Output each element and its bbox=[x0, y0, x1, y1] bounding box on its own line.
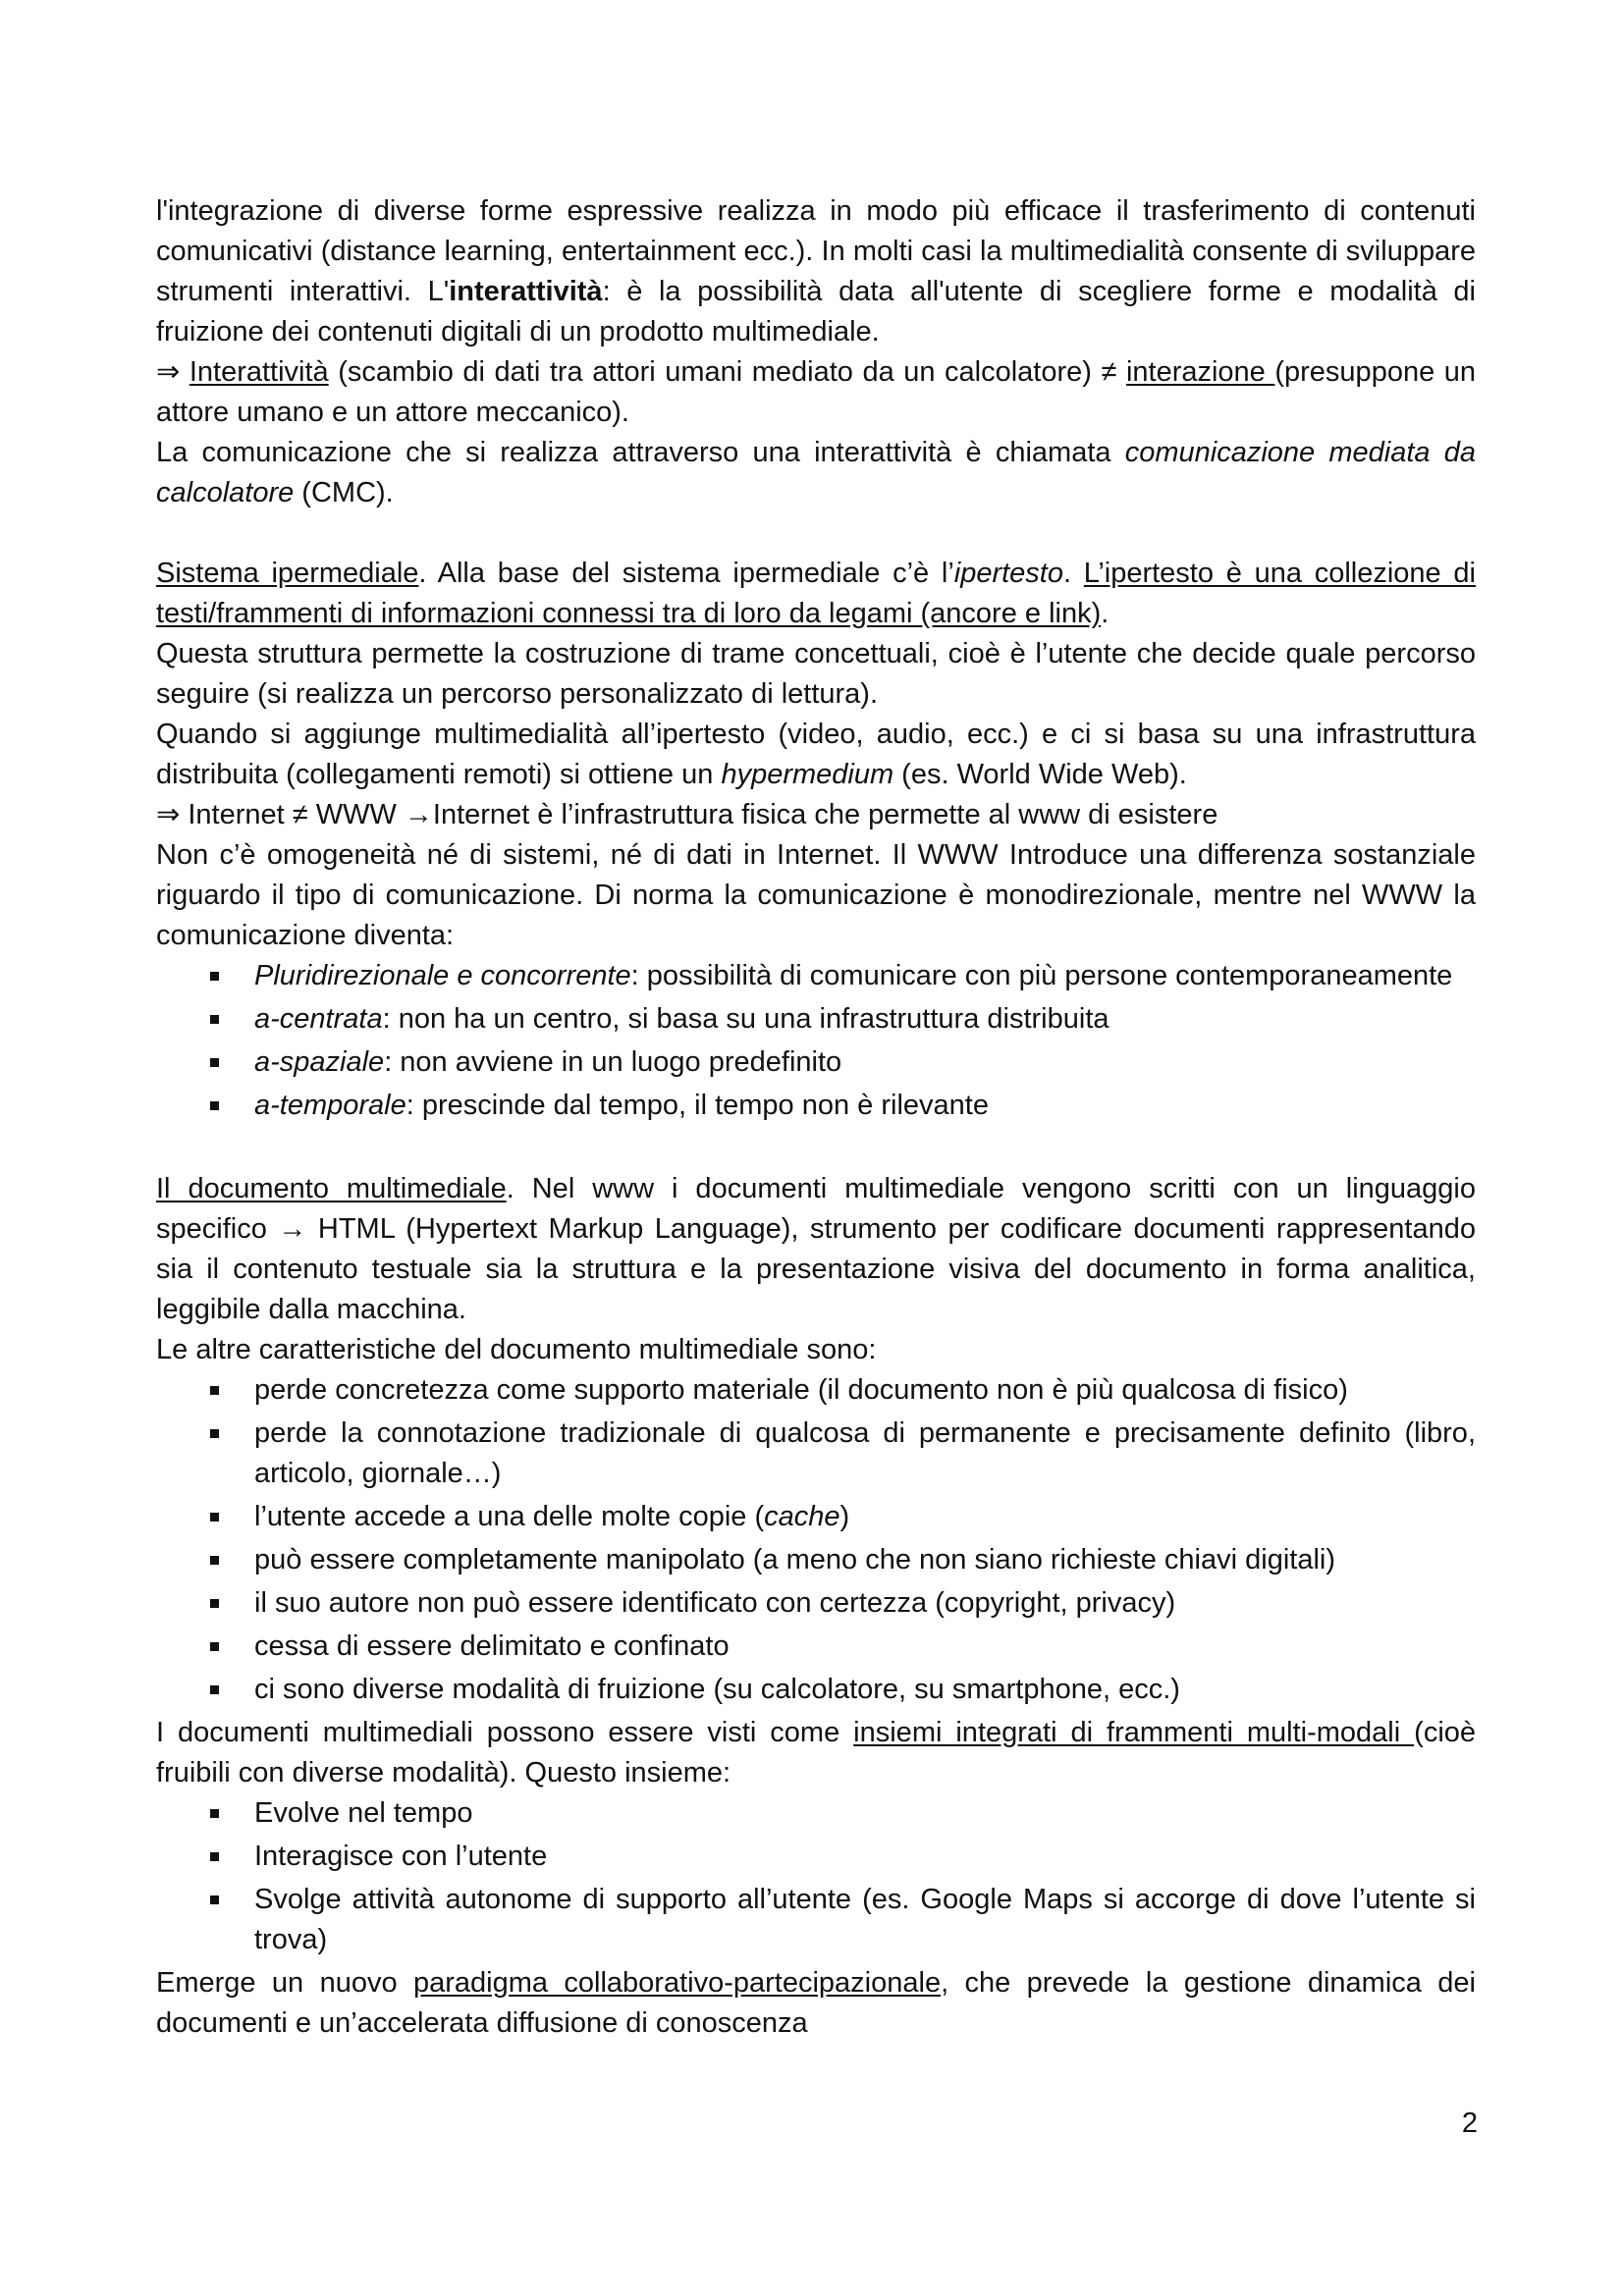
underlined-term: Interattività bbox=[189, 356, 329, 388]
text-run: : non ha un centro, si basa su una infrastruttura distribuita bbox=[382, 1003, 1109, 1035]
implies-arrow-icon: ⇒ bbox=[156, 799, 189, 830]
list-item: ci sono diverse modalità di fruizione (su calcolatore, su smartphone, ecc.) bbox=[254, 1670, 1476, 1710]
list-item: Svolge attività autonome di supporto all’utente (es. Google Maps si accorge di dove l’utente si trova) bbox=[254, 1880, 1476, 1960]
right-arrow-icon: → bbox=[278, 1213, 307, 1245]
text-run: Quando si aggiunge multimedialità all’ipertesto (video, audio, ecc.) e ci si basa su una infrastruttura distribuita (collegamenti remoti) si ottiene un bbox=[156, 719, 1476, 790]
paragraph-interattivita-intro bbox=[156, 191, 1476, 352]
italic-term: ipertesto bbox=[953, 558, 1063, 589]
implies-arrow-icon: ⇒ bbox=[156, 356, 189, 388]
bullet-list-insieme bbox=[156, 1793, 1476, 1960]
italic-term: Pluridirezionale e concorrente bbox=[254, 960, 631, 991]
text-run: : possibilità di comunicare con più persone contemporaneamente bbox=[630, 960, 1453, 991]
underlined-definition: L’ipertesto è una collezione di testi/frammenti di informazioni connessi tra di loro da legami (ancore e link) bbox=[156, 558, 1476, 629]
text-run: (es. World Wide Web). bbox=[893, 759, 1187, 790]
text-run: , che prevede la gestione dinamica dei documenti e un’accelerata diffusione di conoscenza bbox=[156, 1967, 1476, 2039]
text-run: Internet è l’infrastruttura fisica che permette al www di esistere bbox=[432, 799, 1218, 830]
term-interattivita: interattività bbox=[449, 276, 603, 307]
list-item: perde la connotazione tradizionale di qualcosa di permanente e precisamente definito (libro, articolo, giornale…) bbox=[254, 1414, 1476, 1494]
italic-term: a-centrata bbox=[254, 1003, 383, 1035]
text-run: ) bbox=[839, 1501, 850, 1532]
underlined-term: insiemi integrati di frammenti multi-modali bbox=[853, 1717, 1415, 1748]
paragraph-gap bbox=[156, 1129, 1476, 1169]
text-run: : prescinde dal tempo, il tempo non è rilevante bbox=[406, 1090, 989, 1121]
paragraph-sistema-ipermediale bbox=[156, 554, 1476, 634]
text-run: (scambio di dati tra attori umani mediato da un calcolatore) ≠ bbox=[328, 356, 1126, 388]
list-item: Interagisce con l’utente bbox=[254, 1837, 1476, 1877]
text-run: : è la possibilità data all'utente di scegliere forme e modalità di fruizione dei contenuti digitali di un prodotto multimediale. bbox=[156, 276, 1476, 347]
paragraph-caratteristiche: Le altre caratteristiche del documento multimediale sono: bbox=[156, 1334, 877, 1365]
text-run: (presuppone un attore umano e un attore meccanico). bbox=[156, 356, 1476, 428]
page-number: 2 bbox=[1461, 2108, 1478, 2139]
text-run: . Alla base del sistema ipermediale c’è l’ bbox=[418, 558, 954, 589]
list-item bbox=[254, 956, 1476, 996]
section-heading: Il documento multimediale bbox=[156, 1173, 507, 1204]
italic-term: hypermedium bbox=[721, 759, 894, 790]
page-body bbox=[156, 191, 1476, 2044]
italic-term: a-temporale bbox=[254, 1090, 406, 1121]
paragraph-paradigma bbox=[156, 1963, 1476, 2044]
text-run: . bbox=[1101, 598, 1109, 629]
paragraph-documento-multimediale bbox=[156, 1169, 1476, 1330]
italic-term: a-spaziale bbox=[254, 1046, 385, 1078]
list-item bbox=[254, 1497, 1476, 1537]
list-item: perde concretezza come supporto materiale (il documento non è più qualcosa di fisico) bbox=[254, 1370, 1476, 1411]
text-run: l'integrazione di diverse forme espressive realizza in modo più efficace il trasferimento di contenuti comunicativi (distance learning, entertainment ecc.). In molti casi la multimedialità consente di sviluppare strumenti interattivi. L' bbox=[156, 195, 1476, 307]
text-run: La comunicazione che si realizza attraverso una interattività è chiamata bbox=[156, 437, 1125, 468]
text-run: I documenti multimediali possono essere visti come bbox=[156, 1717, 854, 1748]
list-item bbox=[254, 1086, 1476, 1126]
list-item bbox=[254, 1042, 1476, 1083]
paragraph-cmc bbox=[156, 433, 1476, 513]
paragraph-hypermedium bbox=[156, 715, 1476, 795]
text-run: (cioè fruibili con diverse modalità). Questo insieme: bbox=[156, 1717, 1477, 1789]
paragraph-trame-concettuali: Questa struttura permette la costruzione di trame concettuali, cioè è l’utente che decide quale percorso seguire (si realizza un percorso personalizzato di lettura). bbox=[156, 638, 1476, 710]
text-run: . Nel www i documenti multimediale vengono scritti con un linguaggio specifico bbox=[156, 1173, 1477, 1245]
list-item: cessa di essere delimitato e confinato bbox=[254, 1627, 1476, 1667]
bullet-list-communication bbox=[156, 956, 1476, 1126]
underlined-term: paradigma collaborativo-partecipazionale bbox=[412, 1967, 942, 1999]
paragraph-omogeneita: Non c’è omogeneità né di sistemi, né di dati in Internet. Il WWW Introduce una differenza sostanziale riguardo il tipo di comunicazione. Di norma la comunicazione è monodirezionale, mentre nel WWW la comunicazione diventa: bbox=[156, 839, 1476, 951]
paragraph-interattivita-vs-interazione bbox=[156, 352, 1476, 433]
text-run: HTML (Hypertext Markup Language), strumento per codificare documenti rappresentando sia il contenuto testuale sia la struttura e la presentazione visiva del documento in forma analitica, leggibile dalla macchina. bbox=[156, 1213, 1476, 1325]
text-run: Internet ≠ WWW bbox=[188, 799, 405, 830]
list-item: può essere completamente manipolato (a meno che non siano richieste chiavi digitali) bbox=[254, 1540, 1476, 1580]
paragraph-insiemi-integrati bbox=[156, 1713, 1476, 1793]
bullet-list-characteristics bbox=[156, 1370, 1476, 1710]
section-heading: Sistema ipermediale bbox=[156, 558, 419, 589]
text-run: . bbox=[1063, 558, 1084, 589]
italic-term: comunicazione mediata da calcolatore bbox=[156, 437, 1476, 508]
underlined-term: interazione bbox=[1125, 356, 1275, 388]
text-run: l’utente accede a una delle molte copie ( bbox=[254, 1501, 765, 1532]
text-run: (CMC). bbox=[294, 477, 394, 508]
paragraph-internet-vs-www bbox=[156, 795, 1476, 835]
text-run: Emerge un nuovo bbox=[156, 1967, 413, 1999]
paragraph-gap bbox=[156, 513, 1476, 554]
right-arrow-icon: → bbox=[404, 799, 433, 830]
text-run: : non avviene in un luogo predefinito bbox=[384, 1046, 842, 1078]
list-item: Evolve nel tempo bbox=[254, 1793, 1476, 1834]
list-item bbox=[254, 999, 1476, 1040]
list-item: il suo autore non può essere identificato con certezza (copyright, privacy) bbox=[254, 1583, 1476, 1624]
italic-term: cache bbox=[764, 1501, 840, 1532]
